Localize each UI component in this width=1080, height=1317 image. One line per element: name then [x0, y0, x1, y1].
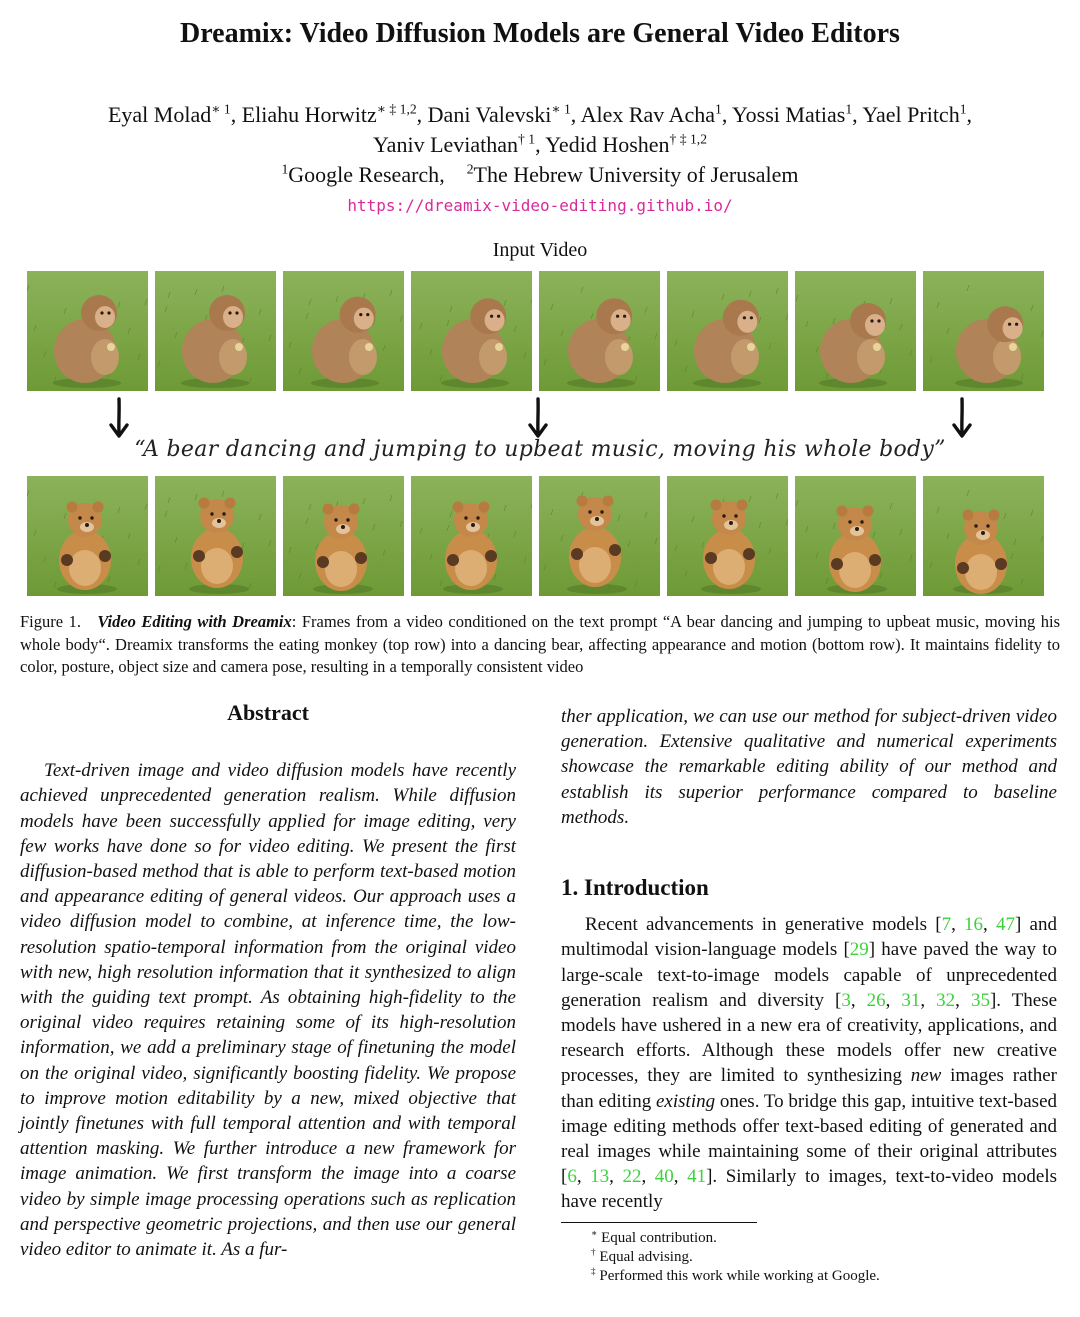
footnote [561, 1267, 1057, 1286]
figure-title: Video Editing with Dreamix [97, 612, 292, 631]
input-frames-row [27, 271, 1044, 391]
down-arrow-icon [108, 397, 130, 439]
citation-link[interactable]: 22 [622, 1166, 642, 1188]
footnote [561, 1248, 1057, 1267]
monkey-frame [155, 271, 276, 391]
author-marks: ∗ ‡ 1,2 [376, 101, 417, 117]
introduction-heading: 1. Introduction [561, 875, 709, 901]
monkey-frame [411, 271, 532, 391]
introduction-paragraph: Recent advancements in generative models [7, 16, 47] and multimodal vision-language models [29] have paved the way to large-scale text-to-image models capable of unprecedented generation realism and diversity [3, 26, 31, 32, 35]. These models have ushered in a new era of creativity, applications, and research efforts. Although these models offer new creative processes, they are limited to synthesizing new images rather than editing existing ones. To bridge this gap, intuitive text-based image editing methods offer text-based editing of generated and real images while maintaining some of their original attributes [6, 13, 22, 40, 41]. Similarly to images, text-to-video models have recently [561, 914, 1058, 1213]
footnotes [561, 1229, 1057, 1286]
author-marks: † ‡ 1,2 [669, 131, 707, 147]
monkey-frame [539, 271, 660, 391]
figure-caption [20, 611, 1060, 679]
figure-caption-text: : Frames from a video conditioned on the text prompt “A bear dancing and jumping to upbeat music, moving his whole body“. Dreamix transforms the eating monkey (top row) into a dancing bear, affecting appearance and motion (bottom row). It maintains fidelity to color, posture, object size and camera pose, resulting in a temporally consistent video [20, 612, 1061, 676]
author-name: Alex Rav Acha [580, 102, 715, 127]
bear-frame [155, 476, 276, 596]
footnote-divider [561, 1222, 757, 1223]
abstract-text: Text-driven image and video diffusion models have recently achieved unprecedented generation realism. While diffusion models have been successfully applied for image editing, very few works have done so for video editing. We present the first diffusion-based method that is able to perform text-based motion and appearance editing of general videos. Our approach uses a video diffusion model to combine, at inference time, the low-resolution spatio-temporal information from the original video with new, high resolution information that it synthesized to align with the guiding text prompt. As obtaining high-fidelity to the original video requires retaining some of its high-resolution information, we add a preliminary stage of finetuning the model on the original video, significantly boosting fidelity. We propose to improve motion editability by a new, mixed objective that jointly finetunes with full temporal attention and with temporal attention masking. We further introduce a new framework for image animation. We first transform the image into a coarse video by simple image processing operations such as replication and perspective geometric projections, and then use our general video editor to animate it. As a fur- [20, 760, 516, 1261]
monkey-frame [27, 271, 148, 391]
citation-link[interactable]: 41 [687, 1166, 707, 1188]
citation-link[interactable]: 6 [567, 1166, 577, 1188]
author-marks: ∗ 1 [211, 101, 231, 117]
bear-frame [795, 476, 916, 596]
footnote-mark: ∗ [591, 1228, 598, 1239]
monkey-frame [795, 271, 916, 391]
citation-link[interactable]: 7 [941, 914, 952, 936]
text-prompt: “A bear dancing and jumping to upbeat music, moving his whole body” [134, 437, 946, 462]
author-marks: ∗ 1 [551, 101, 571, 117]
affiliations: $^1$Google Research, $^2$The Hebrew University of Jerusalem [281, 161, 799, 187]
citation-link[interactable]: 35 [970, 989, 990, 1011]
footnote-text: Equal advising. [599, 1248, 693, 1265]
footnote-text: Equal contribution. [601, 1229, 717, 1246]
monkey-frame [667, 271, 788, 391]
monkey-frame [283, 271, 404, 391]
author-name: Dani Valevski [427, 102, 552, 127]
bear-frame [539, 476, 660, 596]
affiliation-name: The Hebrew University of Jerusalem [473, 162, 799, 187]
citation-link[interactable]: 26 [866, 989, 886, 1011]
citation-link[interactable]: 32 [936, 989, 956, 1011]
footnote-mark: † [591, 1247, 596, 1258]
abstract-continuation: ther application, we can use our method for subject-driven video generation. Extensive qualitative and numerical experiments showcase the remarkable editing ability of our method and establish its superior performance compared to baseline methods. [561, 706, 1057, 828]
right-column [561, 704, 1057, 1286]
author-marks: † 1 [518, 131, 536, 147]
emphasis: existing [656, 1090, 716, 1112]
down-arrow-icon [951, 397, 973, 439]
citation-link[interactable]: 16 [964, 914, 984, 936]
figure-label: Figure 1. [20, 612, 81, 631]
author-marks: 1 [959, 101, 967, 117]
citation-link[interactable]: 29 [849, 939, 869, 961]
citation-link[interactable]: 47 [996, 914, 1016, 936]
citation-link[interactable]: 13 [590, 1166, 610, 1188]
bear-frame [667, 476, 788, 596]
down-arrow-icon [527, 397, 549, 439]
author-name: Yossi Matias [732, 102, 846, 127]
author-marks: 1 [845, 101, 853, 117]
bear-frame [411, 476, 532, 596]
affiliation-name: Google Research [288, 162, 440, 187]
author-list-line-2: Yaniv Leviathan$^{\dagger 1}$, Yedid Hoshen$^{\dagger \ddagger 1,2}$ [373, 131, 707, 157]
affiliation-mark: 2 [466, 161, 474, 177]
bear-frame [283, 476, 404, 596]
author-name: Eyal Molad [107, 102, 212, 127]
emphasis: new [910, 1065, 942, 1087]
author-list-line-1: Eyal Molad$^{∗ 1}$, Eliahu Horwitz$^{∗ \ddagger 1,2}$, Dani Valevski$^{∗ 1}$, Alex Rav Acha$^1$, Yossi Matias$^1$, Yael Pritch$^1$, [107, 101, 973, 127]
affiliation-mark: 1 [281, 161, 289, 177]
bear-frame [923, 476, 1044, 596]
monkey-frame [923, 271, 1044, 391]
footnote-mark: ‡ [591, 1266, 596, 1277]
paper-title: Dreamix: Video Diffusion Models are General Video Editors [180, 18, 900, 49]
project-url-link[interactable]: https://dreamix-video-editing.github.io/ [347, 196, 733, 215]
author-marks: 1 [715, 101, 722, 117]
citation-link[interactable]: 31 [901, 989, 921, 1011]
edited-frames-row [27, 476, 1044, 596]
citation-link[interactable]: 40 [654, 1166, 674, 1188]
author-name: Eliahu Horwitz [241, 102, 377, 127]
author-name: Yaniv Leviathan [373, 132, 519, 157]
author-name: Yedid Hoshen [545, 132, 670, 157]
footnote-text: Performed this work while working at Google. [599, 1267, 880, 1284]
left-column [20, 700, 516, 1262]
author-name: Yael Pritch [862, 102, 960, 127]
footnote [561, 1229, 1057, 1248]
citation-link[interactable]: 3 [841, 989, 851, 1011]
bear-frame [27, 476, 148, 596]
abstract-heading: Abstract [227, 700, 309, 725]
input-video-label: Input Video [492, 239, 588, 261]
